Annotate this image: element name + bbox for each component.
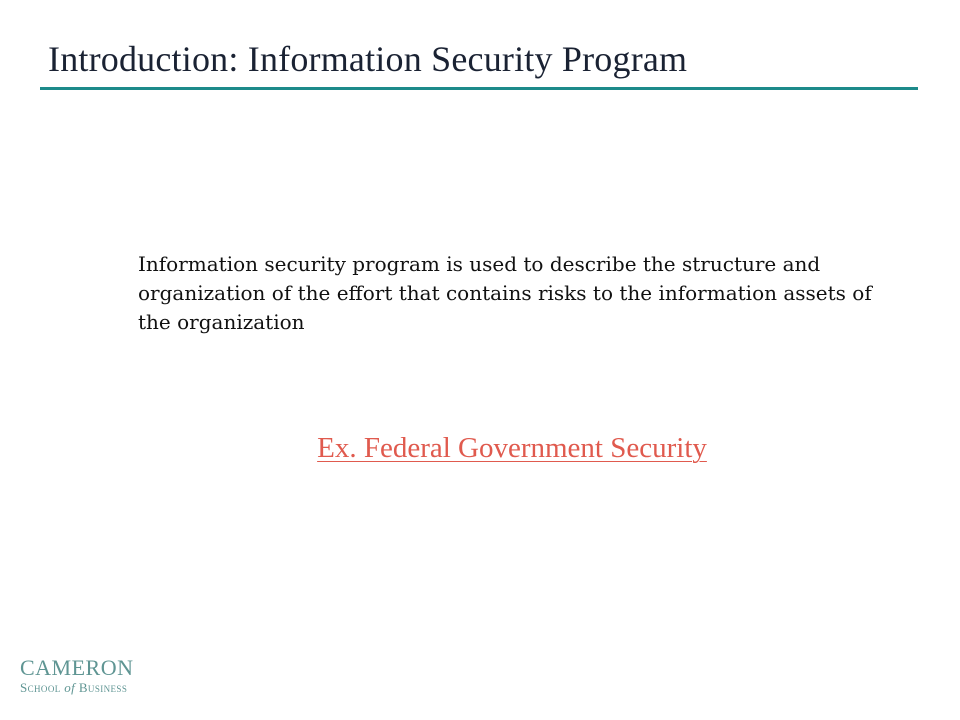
logo-sub-of: of [64, 680, 76, 695]
logo-main-text: CAMERON [20, 655, 134, 680]
example-link[interactable]: Ex. Federal Government Security [317, 432, 707, 464]
body-paragraph: Information security program is used to describe the structure and organization of the effort that contains risks to the information assets of the organization [138, 252, 872, 334]
slide-title: Introduction: Information Security Program [48, 39, 688, 79]
logo-sub-text [20, 680, 134, 696]
cameron-logo [20, 656, 134, 696]
logo-sub-school: School [20, 680, 65, 695]
title-divider [40, 87, 918, 90]
logo-sub-business: Business [75, 680, 128, 695]
